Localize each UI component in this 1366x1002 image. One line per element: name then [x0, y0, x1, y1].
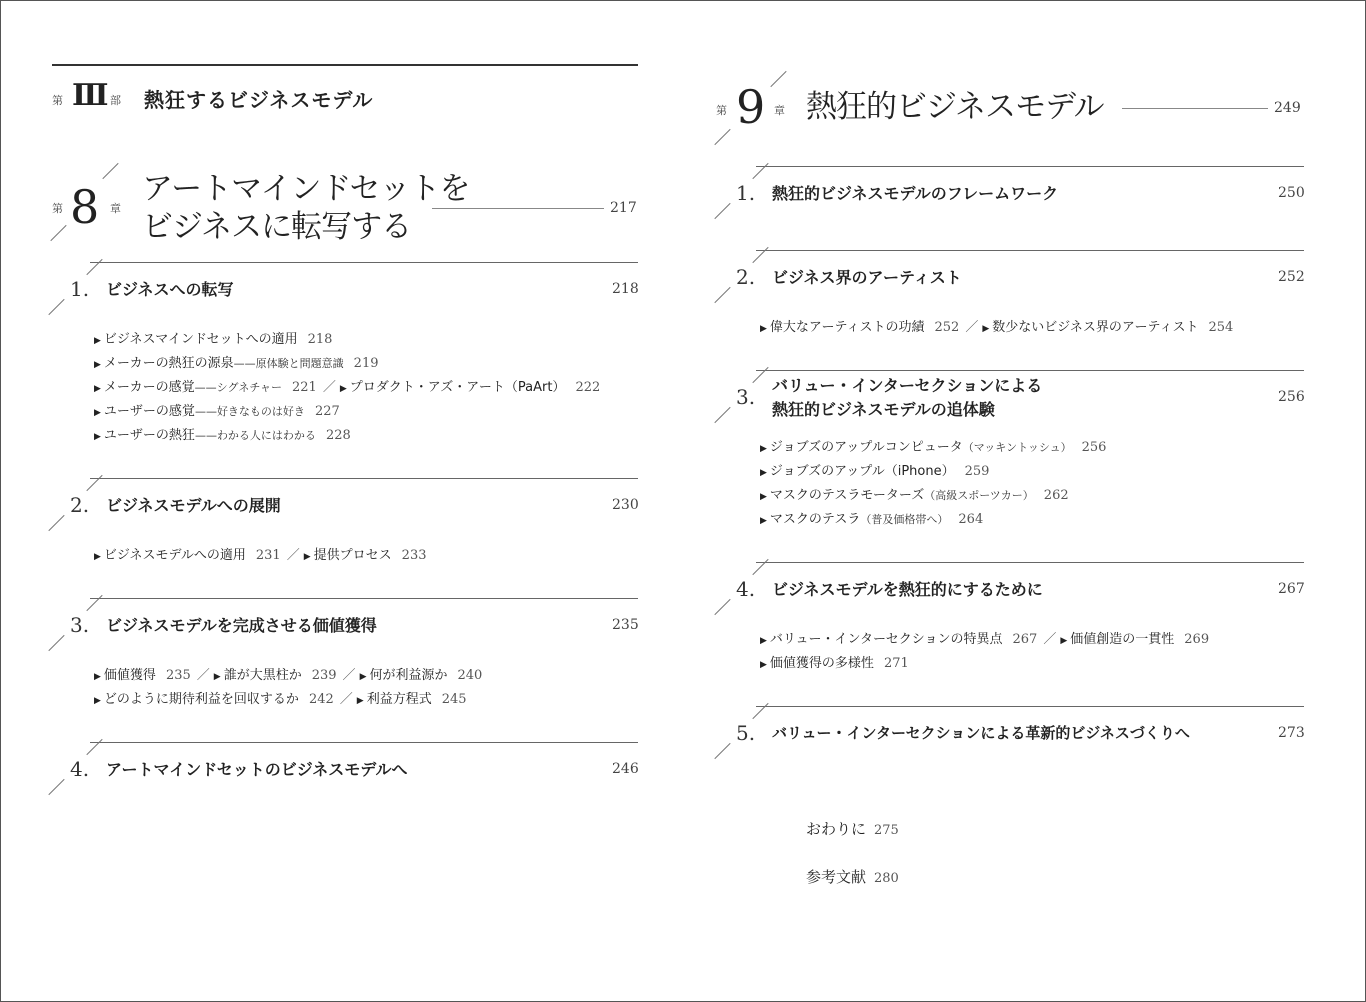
toc-item[interactable]	[94, 424, 351, 443]
section-number: 1.	[736, 181, 756, 205]
item-label: ユーザーの熱狂	[103, 428, 195, 443]
section-title[interactable]: アートマインドセットのビジネスモデルへ	[106, 760, 408, 779]
section-number: 4.	[736, 577, 756, 601]
triangle-icon: ▶	[94, 696, 101, 706]
item-label: 偉大なアーティストの功績	[769, 320, 925, 335]
ending-label: おわりに	[806, 820, 867, 838]
item-label-2: 提供プロセス	[313, 548, 392, 563]
part-number: Ⅲ	[72, 78, 109, 113]
section-number: 4.	[70, 757, 90, 781]
part-bu-label: 部	[110, 94, 121, 107]
triangle-icon: ▶	[760, 492, 767, 502]
section-page: 252	[1278, 269, 1305, 285]
chapter8-dai-label: 第	[52, 202, 63, 215]
item-label: 価値獲得	[103, 668, 156, 683]
section-rule	[756, 250, 1304, 251]
section-number: 5.	[736, 721, 756, 745]
item-page: 262	[1043, 488, 1069, 503]
toc-item[interactable]	[94, 664, 482, 683]
item-page-2: 233	[401, 548, 427, 563]
item-label-2: 誰が大黒柱か	[223, 668, 302, 683]
item-label-3: 何が利益源か	[369, 668, 448, 683]
item-page: 228	[325, 428, 351, 443]
section-title[interactable]: ビジネスモデルを熱狂的にするために	[772, 580, 1043, 599]
section-title[interactable]: ビジネスモデルを完成させる価値獲得	[106, 616, 377, 635]
item-sublabel: シグネチャー	[216, 381, 283, 394]
triangle-icon: ▶	[760, 516, 767, 526]
triangle-icon: ▶	[94, 384, 101, 394]
item-page: 227	[314, 404, 340, 419]
chapter9-leader-line	[1122, 108, 1268, 109]
item-label: ビジネスマインドセットへの適用	[103, 332, 298, 347]
item-label: メーカーの熱狂の源泉	[103, 356, 234, 371]
chapter8-title-line2: ビジネスに転写する	[142, 209, 412, 245]
chapter9-title: 熱狂的ビジネスモデル	[806, 89, 1104, 125]
triangle-icon: ▶	[303, 552, 311, 562]
part-dai-label: 第	[52, 94, 63, 107]
section-title-line1[interactable]: バリュー・インターセクションによる	[772, 376, 1043, 395]
part-title: 熱狂するビジネスモデル	[144, 88, 374, 112]
item-label: 価値獲得の多様性	[769, 656, 874, 671]
item-page: 235	[165, 668, 191, 683]
triangle-icon: ▶	[760, 468, 767, 478]
toc-item[interactable]	[760, 652, 909, 671]
section-title[interactable]: ビジネス界のアーティスト	[772, 268, 962, 287]
chapter9-sho-label: 章	[774, 104, 785, 117]
toc-item[interactable]	[760, 460, 989, 479]
section-rule	[756, 166, 1304, 167]
section-page: 267	[1278, 581, 1305, 597]
triangle-icon: ▶	[339, 384, 347, 394]
toc-item[interactable]	[94, 328, 332, 347]
triangle-icon: ▶	[982, 324, 990, 334]
item-label: ジョブズのアップル（iPhone）	[769, 464, 955, 479]
chapter8-sho-label: 章	[110, 202, 121, 215]
ending-label: 参考文献	[806, 868, 867, 886]
triangle-icon: ▶	[760, 444, 767, 454]
chapter8-number: 8	[70, 180, 100, 234]
item-page-2: 222	[575, 380, 601, 395]
slash-separator: ／	[1043, 632, 1057, 647]
section-rule	[90, 598, 638, 599]
triangle-icon: ▶	[94, 336, 101, 346]
section-rule	[756, 706, 1304, 707]
triangle-icon: ▶	[94, 432, 101, 442]
chapter8-leader-line	[432, 208, 604, 209]
item-paren: （高級スポーツカー）	[924, 489, 1034, 502]
section-number: 2.	[70, 493, 90, 517]
item-page: 271	[883, 656, 909, 671]
item-page: 242	[308, 692, 334, 707]
chapter9-number: 9	[736, 80, 766, 134]
item-page: 231	[255, 548, 281, 563]
item-label: どのように期待利益を回収するか	[103, 692, 299, 707]
triangle-icon: ▶	[94, 360, 101, 370]
item-label: メーカーの感覚	[103, 380, 195, 395]
item-page: 267	[1012, 632, 1038, 647]
section-rule	[90, 478, 638, 479]
dash-separator: ——	[194, 429, 217, 442]
item-label-2: 価値創造の一貫性	[1070, 632, 1175, 647]
section-page: 250	[1278, 185, 1305, 201]
triangle-icon: ▶	[760, 636, 767, 646]
item-page-2: 254	[1208, 320, 1234, 335]
triangle-icon: ▶	[1060, 636, 1068, 646]
ending-item-owarini[interactable]	[806, 818, 899, 839]
item-sublabel: わかる人にはわかる	[216, 429, 316, 442]
section-rule	[90, 742, 638, 743]
item-label-2: プロダクト・アズ・アート（PaArt）	[349, 380, 566, 395]
triangle-icon: ▶	[760, 324, 767, 334]
section-number: 3.	[736, 385, 756, 409]
toc-item[interactable]	[760, 436, 1106, 455]
slash-separator: ／	[322, 380, 336, 395]
item-paren: （マッキントッシュ）	[962, 441, 1072, 454]
section-page: 256	[1278, 389, 1305, 405]
section-number: 2.	[736, 265, 756, 289]
section-title[interactable]: 熱狂的ビジネスモデルのフレームワーク	[772, 184, 1059, 203]
dash-separator: ——	[194, 405, 217, 418]
chapter9-dai-label: 第	[716, 104, 727, 117]
item-page: 219	[353, 356, 379, 371]
toc-item[interactable]	[94, 544, 427, 563]
item-page-2: 239	[311, 668, 337, 683]
item-page: 252	[934, 320, 960, 335]
chapter8-title-line1: アートマインドセットを	[142, 171, 470, 207]
item-page-3: 240	[457, 668, 483, 683]
toc-item[interactable]	[94, 400, 340, 419]
toc-item[interactable]	[94, 376, 600, 395]
item-page: 259	[964, 464, 990, 479]
item-label-2: 数少ないビジネス界のアーティスト	[992, 320, 1199, 335]
triangle-icon: ▶	[760, 660, 767, 670]
item-page: 264	[958, 512, 984, 527]
item-sublabel: 好きなものは好き	[216, 405, 305, 418]
toc-item[interactable]	[94, 352, 379, 371]
triangle-icon: ▶	[213, 672, 221, 682]
section-title-line2[interactable]: 熱狂的ビジネスモデルの追体験	[772, 400, 995, 419]
section-rule	[90, 262, 638, 263]
section-page: 273	[1278, 725, 1305, 741]
chapter8-page: 217	[610, 200, 637, 216]
section-page: 230	[612, 497, 639, 513]
section-title[interactable]: バリュー・インターセクションによる革新的ビジネスづくりへ	[772, 724, 1190, 742]
section-page: 218	[612, 281, 639, 297]
section-rule	[756, 370, 1304, 371]
toc-item[interactable]	[760, 628, 1209, 647]
item-page: 218	[307, 332, 333, 347]
triangle-icon: ▶	[94, 552, 101, 562]
ending-page: 275	[874, 823, 899, 838]
triangle-icon: ▶	[94, 672, 101, 682]
triangle-icon: ▶	[359, 672, 367, 682]
slash-separator: ／	[286, 548, 300, 563]
section-page: 235	[612, 617, 639, 633]
section-rule	[756, 562, 1304, 563]
item-paren: （普及価格帯へ）	[860, 513, 949, 526]
section-number: 3.	[70, 613, 90, 637]
slash-separator: ／	[965, 320, 979, 335]
dash-separator: ——	[194, 381, 217, 394]
toc-item[interactable]	[760, 316, 1233, 335]
slash-separator: ／	[339, 692, 353, 707]
item-sublabel: 原体験と問題意識	[255, 357, 344, 370]
item-label: ユーザーの感覚	[103, 404, 195, 419]
part-rule	[52, 64, 638, 66]
slash-separator: ／	[196, 668, 210, 683]
triangle-icon: ▶	[356, 696, 364, 706]
slash-separator: ／	[342, 668, 356, 683]
section-title[interactable]: ビジネスモデルへの展開	[106, 496, 281, 515]
ending-item-references[interactable]	[806, 866, 899, 887]
item-label: マスクのテスラ	[769, 512, 861, 527]
toc-item[interactable]	[94, 688, 467, 707]
dash-separator: ——	[233, 357, 256, 370]
item-page-2: 245	[441, 692, 467, 707]
item-page: 256	[1081, 440, 1107, 455]
item-label: ビジネスモデルへの適用	[103, 548, 246, 563]
chapter9-page: 249	[1274, 100, 1301, 116]
item-label: バリュー・インターセクションの特異点	[769, 632, 1003, 647]
item-label-2: 利益方程式	[366, 692, 432, 707]
item-page: 221	[292, 380, 317, 395]
section-title[interactable]: ビジネスへの転写	[106, 280, 234, 299]
triangle-icon: ▶	[94, 408, 101, 418]
section-number: 1.	[70, 277, 90, 301]
item-label: マスクのテスラモーターズ	[769, 488, 925, 503]
item-label: ジョブズのアップルコンピュータ	[769, 440, 963, 455]
item-page-2: 269	[1184, 632, 1210, 647]
toc-item[interactable]	[760, 508, 983, 527]
section-page: 246	[612, 761, 639, 777]
toc-item[interactable]	[760, 484, 1069, 503]
ending-page: 280	[874, 871, 899, 886]
